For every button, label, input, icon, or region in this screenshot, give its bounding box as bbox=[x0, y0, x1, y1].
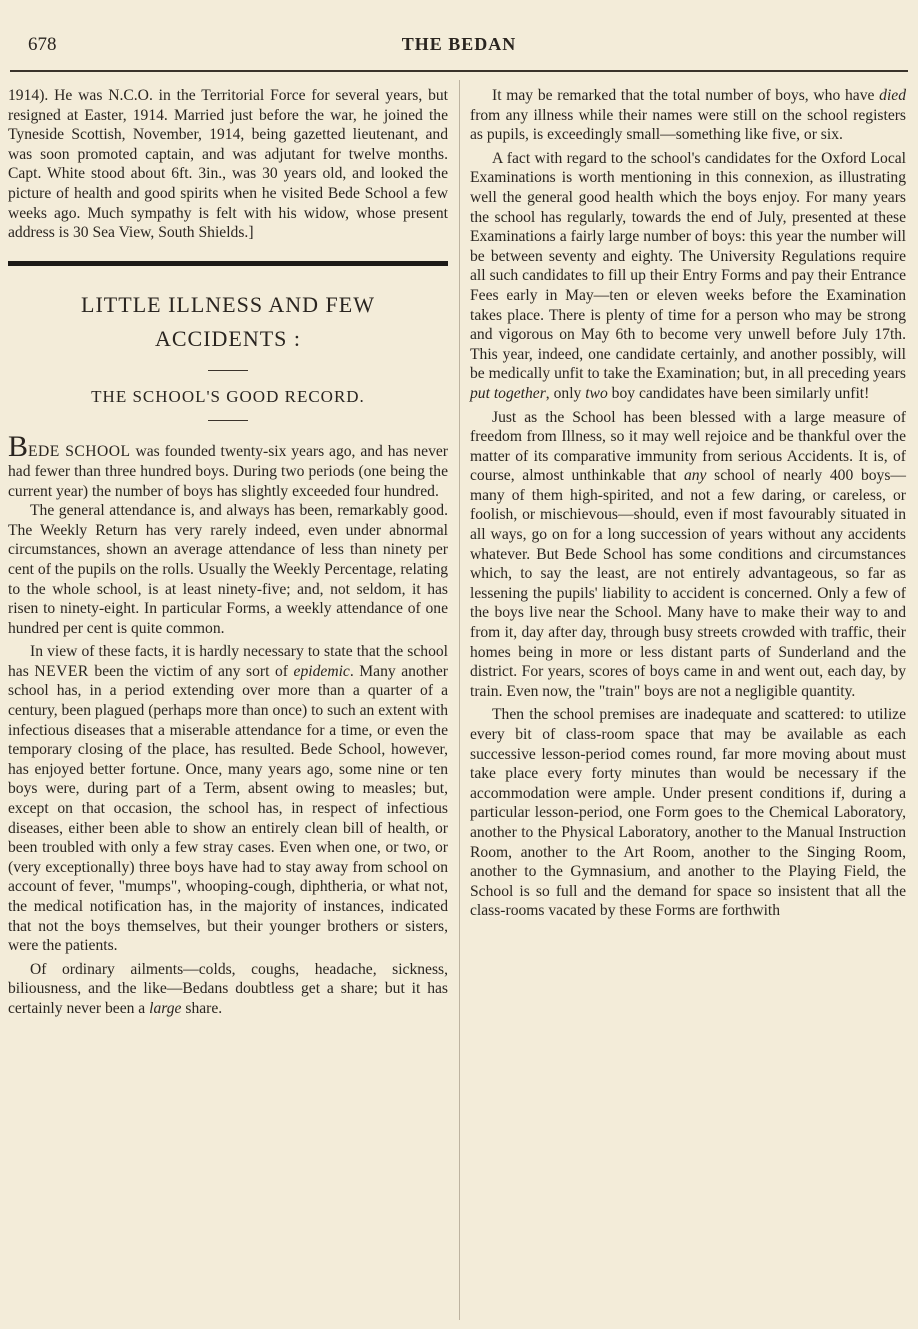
article-paragraph-1 bbox=[8, 430, 448, 501]
section-divider bbox=[8, 261, 448, 266]
school-name-smallcaps: EDE SCHOOL bbox=[28, 443, 131, 461]
emphasis-put-together: put together bbox=[470, 384, 546, 402]
headline-rule bbox=[208, 370, 248, 371]
paragraph-text: , only bbox=[545, 384, 586, 402]
article-paragraph-5 bbox=[470, 86, 906, 145]
continuation-paragraph: 1914). He was N.C.O. in the Territorial Force for several years, but resigned at Easter, 1914. Married just before the war, he joined the Tyneside Scottish, November, 1914, being gazetted lieutenant, and was soon promoted captain, and was adjutant for twelve months. Capt. White stood about 6ft. 3in., was 30 years old, and looked the picture of health and good spirits when he visited Bede School a few weeks ago. Much sympathy is felt with his widow, whose present address is 30 Sea View, South Shields.] bbox=[8, 87, 448, 242]
article-paragraph-7 bbox=[470, 408, 906, 702]
paragraph-text: It may be remarked that the total number of boys, who have bbox=[492, 87, 880, 104]
drop-cap: B bbox=[8, 430, 29, 464]
headline-line-2: ACCIDENTS : bbox=[154, 325, 302, 351]
paragraph-text: . Many another school has, in a period extending over more than a quarter of a century, been plagued (perhaps more than once) to such an extent with infectious diseases that a miserable attendance for a time, or even the temporary closing of the place, has resulted. Bede School, however, has enjoyed better fortune. Once, many years ago, some nine or ten boys were, during part of a Term, absent owing to measles; but, except on that occasion, the school has, in respect of infectious diseases, either been able to show an entirely clean bill of health, or been troubled with only a few stray cases. Even when one, or two, or (very exceptionally) three boys have had to stay away from school on account of fever, "mumps", whooping-cough, diphtheria, or what not, the medical notification has, in the majority of instances, indicated that not the boys themselves, but their younger brothers or sisters, were the patients. bbox=[8, 662, 449, 955]
emphasis-two: two bbox=[585, 384, 608, 402]
article-subheading: THE SCHOOL'S GOOD RECORD. bbox=[91, 386, 365, 406]
header-rule bbox=[10, 70, 908, 72]
paragraph-text: school of nearly 400 boys—many of them high-spirited, and not a few daring, or careless, or foolish, or mischievous—should, even if most favourably situated in all ways, go on for a long succession of years without any accidents whatever. But Bede School has some conditions and circumstances which, to say the least, are not entirely advantageous, so far as lessening the pupils' liability to accident is concerned. Only a few of the boys live near the School. Many have to make their way to and from it, day after day, through busy streets crowded with traffic, their homes being in more or less distant parts of Sunderland and the district. For years, scores of boys came in and went out, each day, by train. Even now, the "train" boys are not a negligible quantity. bbox=[470, 467, 906, 700]
subheading-rule bbox=[208, 420, 248, 421]
emphasis-never: NEVER bbox=[34, 662, 89, 680]
paragraph-text: share. bbox=[181, 999, 223, 1017]
paragraph-text: been the victim of any sort of bbox=[88, 662, 294, 680]
left-column bbox=[8, 86, 448, 1019]
emphasis-any: any bbox=[683, 467, 707, 485]
paragraph-text: Of ordinary ailments—colds, coughs, headache, sickness, biliousness, and the like—Bedans doubtless get a share; but it has certainly never been a bbox=[8, 960, 448, 1017]
article-paragraph-2: The general attendance is, and always has been, remarkably good. The Weekly Return has very rarely indeed, even under abnormal circumstances, shown an average attendance of less than ninety per cent of the pupils on the rolls. Usually the Weekly Percentage, relating to the whole school, is at least ninety-five; and, not seldom, it has risen to ninety-eight. In particular Forms, a weekly attendance of one hundred per cent is quite common. bbox=[8, 502, 448, 637]
emphasis-died: died bbox=[879, 87, 906, 104]
emphasis-large: large bbox=[149, 999, 182, 1017]
page-header bbox=[0, 34, 918, 62]
emphasis-epidemic: epidemic bbox=[293, 662, 350, 680]
article-paragraph-6 bbox=[470, 149, 906, 404]
paragraph-text: from any illness while their names were still on the school registers as pupils, is exceedingly small—something like five, or six. bbox=[470, 106, 906, 144]
running-head: THE BEDAN bbox=[401, 34, 517, 54]
article-paragraph-8: Then the school premises are inadequate and scattered: to utilize every bit of class-room space that may be available as each successive lesson-period comes round, far more moving about must take place every forty minutes than would be necessary if the accommodation were ample. Under present conditions if, during a particular lesson-period, one Form goes to the Chemical Laboratory, another to the Physical Laboratory, another to the Manual Instruction Room, another to the Art Room, another to the Singing Room, another to the Gymnasium, and another to the Playing Field, the School is so full and the demand for space so insistent that all the class-rooms vacated by these Forms are forthwith bbox=[470, 706, 906, 920]
paragraph-text: boy candidates have been similarly unfit! bbox=[607, 384, 870, 402]
article-headline bbox=[8, 288, 448, 356]
page-number: 678 bbox=[28, 34, 57, 55]
article-paragraph-4 bbox=[8, 960, 448, 1019]
headline-line-1: LITTLE ILLNESS AND FEW bbox=[81, 291, 375, 317]
article-paragraph-3 bbox=[8, 642, 448, 956]
paragraph-text: was founded twenty-six years ago, and has never had fewer than three hundred boys. During two periods (one being the current year) the number of boys has slightly exceeded four hundred. bbox=[8, 443, 448, 500]
paragraph-text: A fact with regard to the school's candidates for the Oxford Local Examinations is worth mentioning in this connexion, as illustrating well the general good health which the boys enjoy. For many years the school has regularly, towards the end of July, presented at these Examinations a fairly large number of boys: this year the number will be between seventy and eighty. The University Regulations require all such candidates to fill up their Entry Forms and pay their Entrance Fees early in May—ten or eleven weeks before the Examination takes place. There is plenty of time for a person who may be strong and vigorous on May 6th to become very unwell before July 17th. This year, indeed, one candidate certainly, and another possibly, will be medically unfit to take the Examination; but, in all preceding years bbox=[470, 149, 906, 383]
paragraph-text: In view of these facts, it is hardly necessary to state that the school has bbox=[8, 643, 448, 680]
column-divider bbox=[459, 80, 460, 1320]
right-column bbox=[470, 86, 906, 921]
paragraph-text: Just as the School has been blessed with a large measure of freedom from Illness, so it may well rejoice and be thankful over the matter of its comparative immunity from serious Accidents. It is, of course, almost unthinkable that bbox=[470, 408, 906, 485]
